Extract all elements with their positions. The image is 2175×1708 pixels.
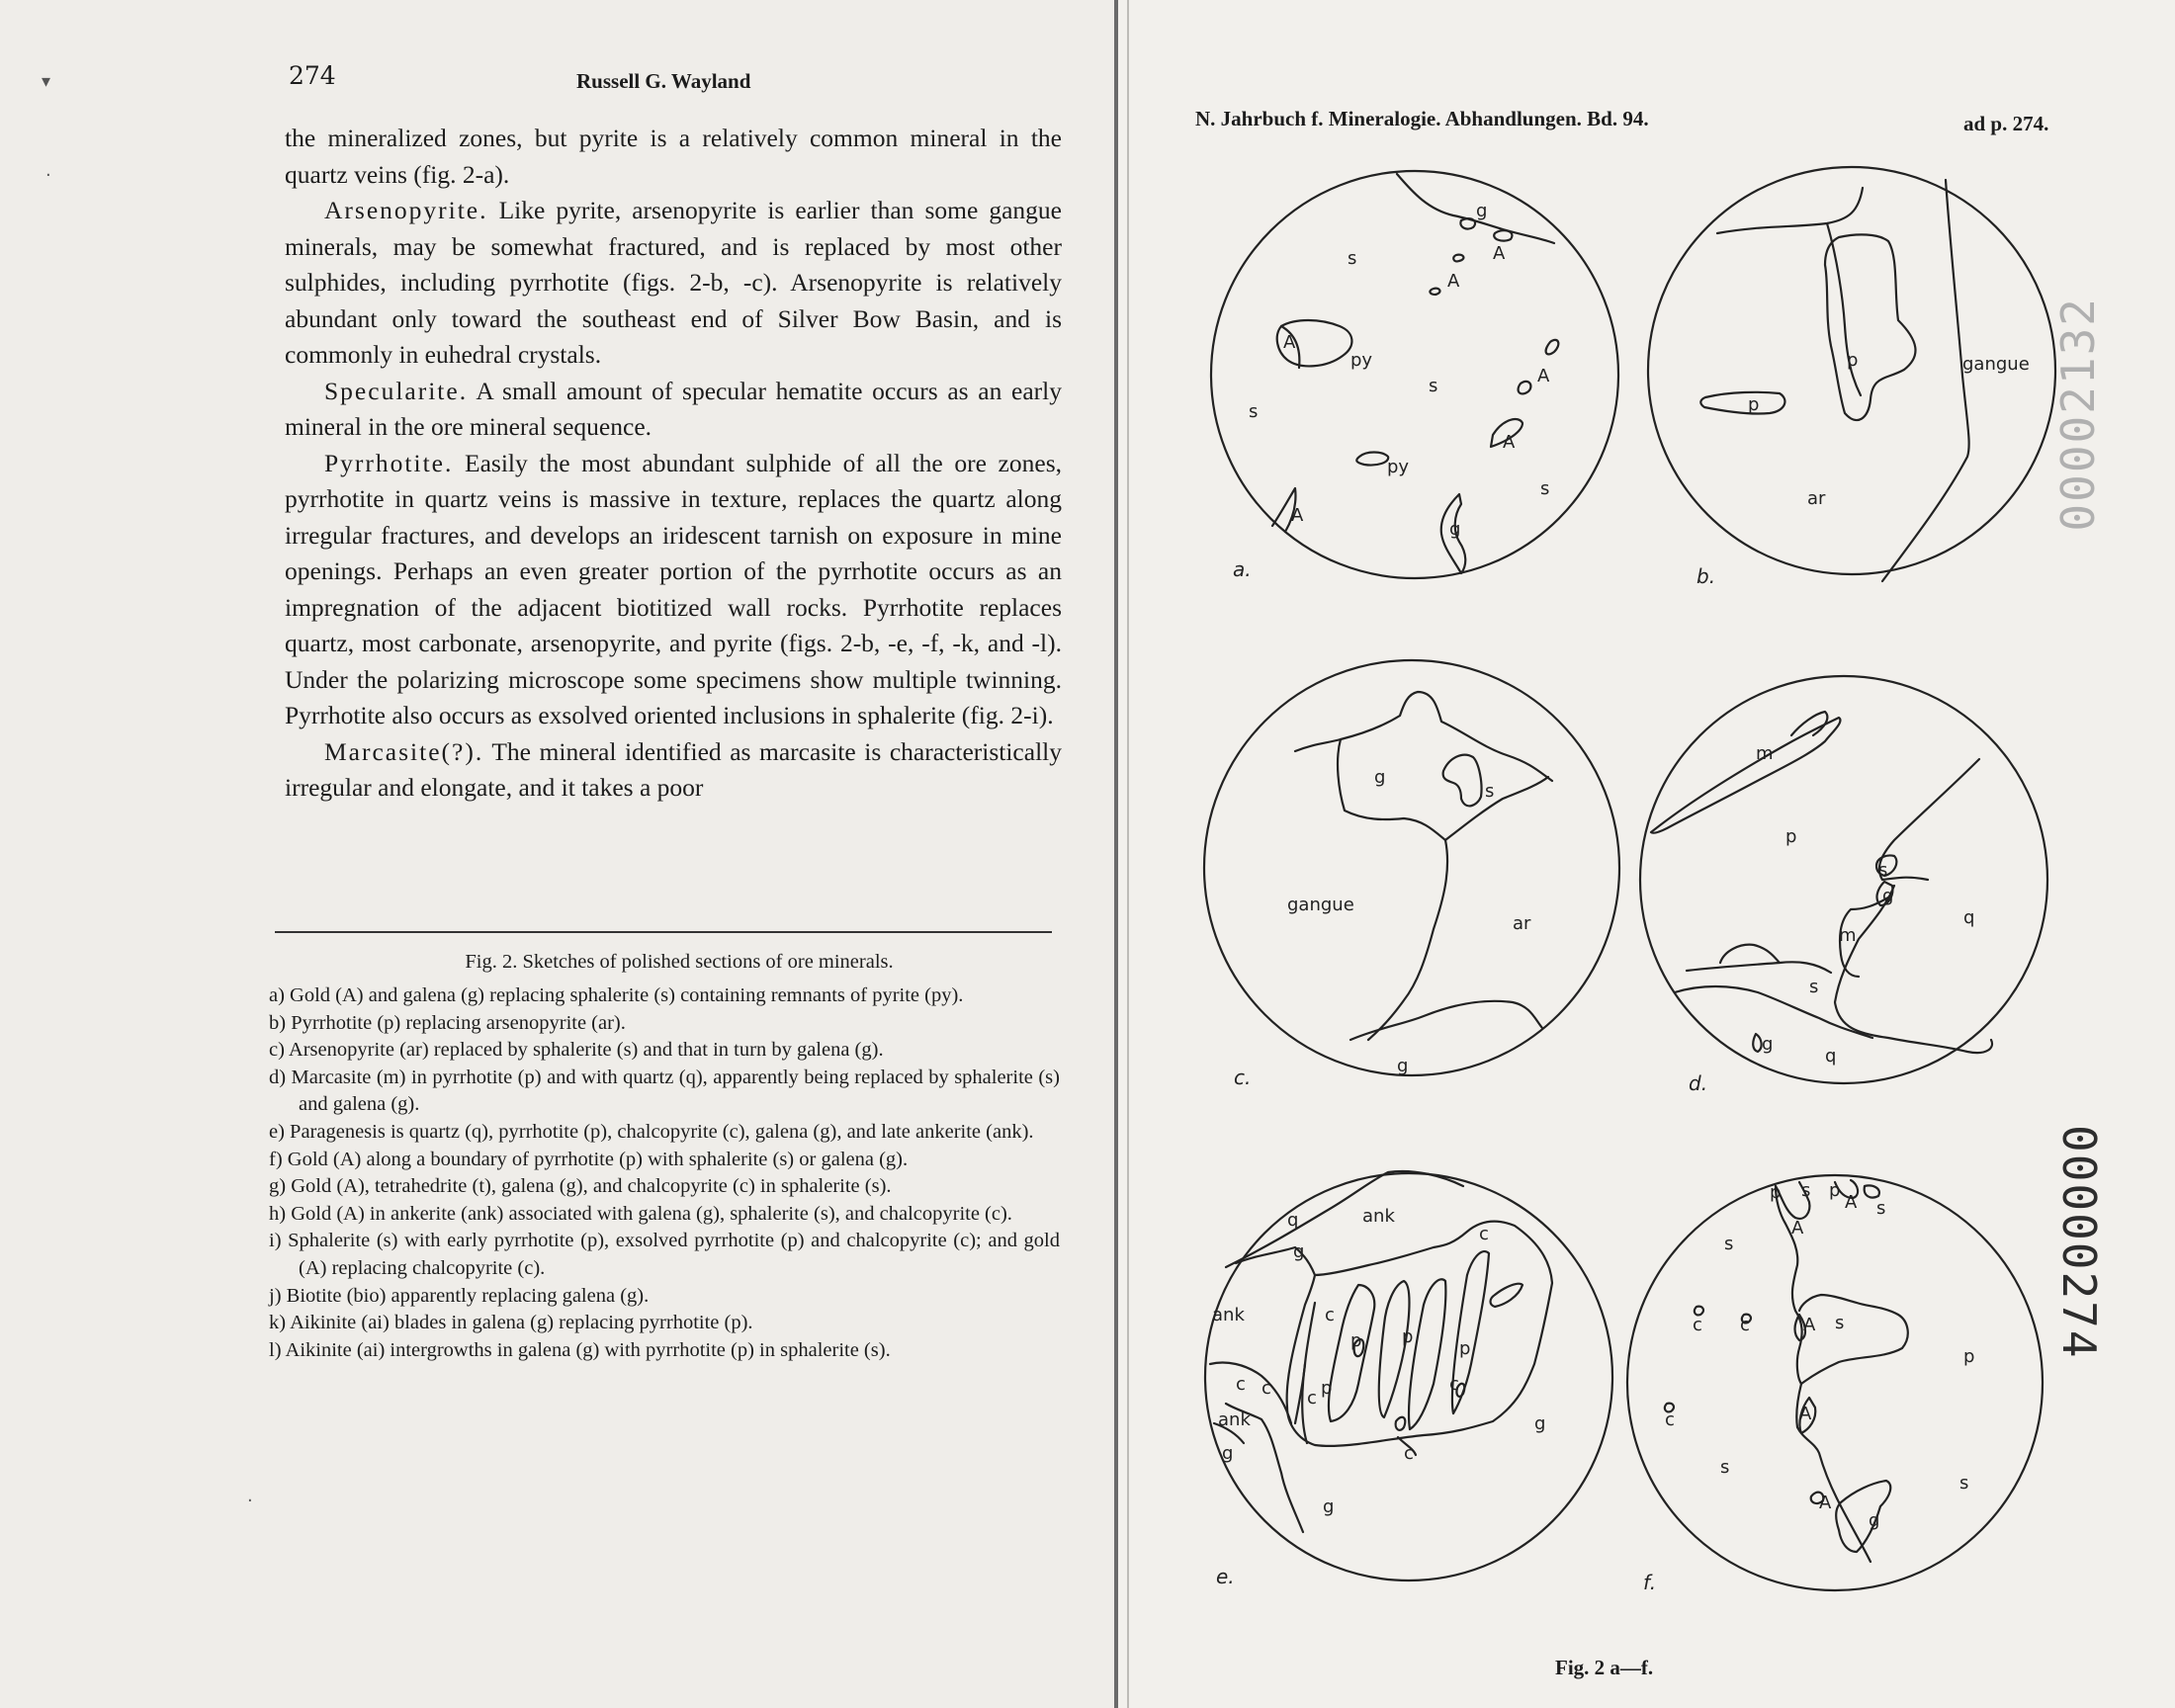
label: m <box>1756 743 1774 764</box>
legend-item: b) Pyrrhotite (p) replacing arsenopyrite (ar). <box>269 1011 626 1034</box>
label: py <box>1350 350 1373 371</box>
label: c <box>1307 1388 1317 1409</box>
label: A <box>1803 1315 1816 1335</box>
label: ank <box>1218 1409 1251 1430</box>
gold-grain <box>1494 230 1512 240</box>
panel-e <box>1205 1171 1612 1580</box>
chalcopyrite-lath <box>1329 1285 1374 1421</box>
label: c <box>1236 1374 1246 1395</box>
section-outline <box>1211 171 1618 578</box>
legend-item: a) Gold (A) and galena (g) replacing sphalerite (s) containing remnants of pyrite (py). <box>269 984 964 1006</box>
label: p <box>1785 826 1797 847</box>
legend-item: l) Aikinite (ai) intergrowths in galena (g) with pyrrhotite (p) in sphalerite (s). <box>269 1338 891 1361</box>
paragraph-text: A small amount of specular hematite occurs as an early mineral in the ore mineral sequence. <box>285 376 1062 441</box>
pyrrhotite-boundary <box>1776 1186 1908 1384</box>
pyrrhotite-lath <box>1379 1281 1410 1417</box>
grain-boundary <box>1882 180 1969 581</box>
label: s <box>1249 401 1259 422</box>
label: ar <box>1807 488 1826 509</box>
archive-stamp: 00000274 <box>2052 1125 2106 1360</box>
gold-grain <box>1546 340 1559 354</box>
panel-id: c. <box>1234 1066 1252 1089</box>
label: s <box>1720 1457 1730 1478</box>
scan-speck: · <box>45 165 51 186</box>
grain-boundary <box>1717 188 1863 233</box>
footnote-rule <box>275 931 1052 933</box>
pyrrhotite-lath <box>1409 1279 1445 1429</box>
grain-boundary <box>1338 739 1447 1040</box>
scan-speck: ▾ <box>42 71 51 92</box>
label: c <box>1449 1374 1459 1395</box>
label: s <box>1959 1473 1969 1494</box>
panel-c <box>1204 660 1619 1075</box>
grain-boundary <box>1687 962 1831 973</box>
body-text <box>285 121 1062 807</box>
label: g <box>1869 1510 1880 1531</box>
label: c <box>1740 1315 1750 1335</box>
label: A <box>1291 505 1304 526</box>
label: p <box>1770 1182 1782 1203</box>
label: s <box>1724 1234 1734 1254</box>
legend-item: e) Paragenesis is quartz (q), pyrrhotite (p), chalcopyrite (c), galena (g), and late ankerite (ank). <box>269 1120 1034 1143</box>
ankerite-body <box>1236 1222 1552 1446</box>
grain-boundary <box>1675 986 1872 1038</box>
label: g <box>1762 1034 1774 1055</box>
running-head-author: Russell G. Wayland <box>576 69 751 93</box>
label: p <box>1350 1330 1362 1351</box>
legend-list <box>269 982 1060 1364</box>
galena-grain <box>1836 1481 1890 1552</box>
gold-grain <box>1519 382 1531 394</box>
label: m <box>1839 925 1857 946</box>
label: A <box>1447 271 1460 292</box>
label: ank <box>1362 1206 1395 1227</box>
label: c <box>1479 1224 1489 1244</box>
section-outline <box>1205 1173 1612 1580</box>
paragraph-text: The mineral identified as marcasite is characteristically irregular and elongate, and it takes a poor <box>285 736 1062 802</box>
panel-d <box>1640 676 2047 1083</box>
legend-item: d) Marcasite (m) in pyrrhotite (p) and with quartz (q), apparently being replaced by sphalerite (s) and galena (g). <box>269 1066 1060 1116</box>
label: A <box>1503 432 1516 453</box>
sphalerite-islet <box>1443 755 1482 807</box>
panel-id: e. <box>1216 1565 1235 1588</box>
figure-legend <box>269 951 1060 1364</box>
paragraph <box>285 121 1062 193</box>
label: ank <box>1212 1305 1245 1325</box>
label: g <box>1476 201 1488 221</box>
chalcopyrite-grain <box>1396 1417 1406 1430</box>
gold-grain <box>1430 289 1439 295</box>
galena-grain <box>1753 1034 1761 1052</box>
label: c <box>1693 1315 1702 1335</box>
paragraph <box>285 734 1062 807</box>
label: g <box>1449 519 1461 540</box>
label: s <box>1429 376 1438 396</box>
pyrrhotite-grain <box>1700 392 1784 414</box>
label: s <box>1485 781 1495 802</box>
chalcopyrite-grain <box>1491 1284 1523 1307</box>
label: gangue <box>1287 895 1354 915</box>
figure-caption: Fig. 2 a—f. <box>1555 1656 1654 1679</box>
gold-grain <box>1453 255 1463 262</box>
paragraph-lead: Pyrrhotite. <box>324 448 454 477</box>
figure-2-sketches <box>1117 0 2175 1708</box>
label: A <box>1493 243 1506 264</box>
label: q <box>1825 1046 1837 1067</box>
paragraph-text: Like pyrite, arsenopyrite is earlier than some gangue minerals, may be somewhat fractured, and is replaced by most other sulphides, including pyrrhotite (figs. 2-b, -c). Arsenopyrite is relatively abundant only toward the southeast end of Silver Bow Basin, and is commonly in euhedral crystals. <box>285 196 1062 369</box>
paragraph-lead: Specularite. <box>324 376 469 405</box>
archive-stamp-faint: 00002132 <box>2051 297 2105 532</box>
label: s <box>1348 248 1357 269</box>
label: p <box>1963 1346 1975 1367</box>
label: A <box>1537 366 1550 386</box>
paragraph <box>285 193 1062 374</box>
scan-speck: · <box>247 1491 253 1511</box>
legend-item: f) Gold (A) along a boundary of pyrrhotite (p) with sphalerite (s) or galena (g). <box>269 1148 909 1170</box>
panel-id: f. <box>1643 1571 1657 1594</box>
label: s <box>1809 977 1819 997</box>
label: s <box>1878 860 1888 881</box>
gold-grain <box>1865 1185 1879 1197</box>
page-number: 274 <box>289 61 336 90</box>
label: p <box>1847 350 1859 371</box>
panel-a <box>1211 171 1618 578</box>
legend-title: Fig. 2. Sketches of polished sections of ore minerals. <box>465 951 894 973</box>
paragraph-lead: Marcasite(?). <box>324 736 484 766</box>
mineral-labels <box>1212 201 2030 1594</box>
paragraph-text: Easily the most abundant sulphide of all the ore zones, pyrrhotite in quartz veins is massive in texture, replaces the quartz along irregular fractures, and develops an iridescent tarnish on exposure in mine openings. Perhaps an even greater portion of the pyrrhotite occurs as an impregnation of the adjacent biotitized wall rocks. Pyrrhotite replaces quartz, most carbonate, arsenopyrite, and pyrite (figs. 2-b, -e, -f, -k, and -l). Under the polarizing microscope some specimens show multiple twinning. Pyrrhotite also occurs as exsolved oriented inclusions in sphalerite (fig. 2-i). <box>285 448 1062 729</box>
label: s <box>1876 1198 1886 1219</box>
pyrite-grain <box>1356 453 1388 466</box>
label: s <box>1835 1313 1845 1333</box>
label: py <box>1387 457 1410 477</box>
paragraph <box>285 446 1062 734</box>
label: g <box>1374 767 1386 788</box>
label: A <box>1845 1192 1858 1213</box>
legend-item: j) Biotite (bio) apparently replacing galena (g). <box>269 1284 650 1307</box>
panel-id: b. <box>1696 564 1716 588</box>
journal-header: N. Jahrbuch f. Mineralogie. Abhandlungen. Bd. 94. <box>1195 107 1649 130</box>
grain-boundary <box>1226 1171 1463 1267</box>
pyrrhotite-grain <box>1825 234 1915 420</box>
section-outline <box>1627 1175 2043 1590</box>
label: p <box>1459 1338 1471 1359</box>
paragraph <box>285 374 1062 446</box>
label: c <box>1325 1305 1335 1325</box>
label: s <box>1801 1180 1811 1201</box>
legend-item: h) Gold (A) in ankerite (ank) associated with galena (g), sphalerite (s), and chalcopyrite (c). <box>269 1202 1012 1225</box>
label: A <box>1283 332 1296 353</box>
label: g <box>1534 1413 1546 1434</box>
panel-id: a. <box>1233 557 1252 581</box>
label: g <box>1323 1496 1335 1517</box>
label: A <box>1791 1218 1804 1238</box>
ad-page-reference: ad p. 274. <box>1963 112 2049 135</box>
label: s <box>1540 478 1550 499</box>
label: ar <box>1513 913 1531 934</box>
label: g <box>1222 1443 1234 1464</box>
grain-boundary <box>1879 759 1979 880</box>
label: gangue <box>1962 354 2030 375</box>
label: q <box>1963 907 1975 928</box>
legend-item: k) Aikinite (ai) blades in galena (g) replacing pyrrhotite (p). <box>269 1312 753 1334</box>
label: p <box>1321 1378 1333 1399</box>
grain-boundary <box>1720 945 1780 963</box>
legend-item: i) Sphalerite (s) with early pyrrhotite (p), exsolved pyrrhotite (p) and chalcopyrite (c); and gold (A) replacing chalcopyrite (c). <box>269 1230 1060 1279</box>
panel-f <box>1627 1175 2043 1590</box>
label: c <box>1665 1409 1675 1430</box>
gold-grain <box>1460 218 1475 228</box>
grain-boundary <box>1445 777 1548 840</box>
label: q <box>1287 1210 1299 1231</box>
paragraph-lead: Arsenopyrite. <box>324 196 488 224</box>
label: g <box>1397 1056 1409 1076</box>
marcasite-blade <box>1651 718 1840 833</box>
grain-boundary <box>1350 1001 1542 1040</box>
label: p <box>1402 1326 1414 1347</box>
label: c <box>1262 1378 1271 1399</box>
panel-id: d. <box>1689 1071 1708 1095</box>
label: g <box>1293 1241 1305 1262</box>
label: c <box>1404 1443 1414 1464</box>
legend-item: c) Arsenopyrite (ar) replaced by sphalerite (s) and that in turn by galena (g). <box>269 1039 884 1062</box>
label: p <box>1748 394 1760 415</box>
legend-item: g) Gold (A), tetrahedrite (t), galena (g), and chalcopyrite (c) in sphalerite (s). <box>269 1175 892 1198</box>
label: A <box>1819 1493 1832 1513</box>
label: p <box>1829 1180 1841 1201</box>
label: A <box>1799 1404 1812 1424</box>
grain-boundary <box>1295 692 1552 781</box>
section-outline <box>1204 660 1619 1075</box>
paragraph-text: the mineralized zones, but pyrite is a relatively common mineral in the quartz veins (fig. 2-a). <box>285 124 1062 189</box>
label: g <box>1882 886 1894 906</box>
